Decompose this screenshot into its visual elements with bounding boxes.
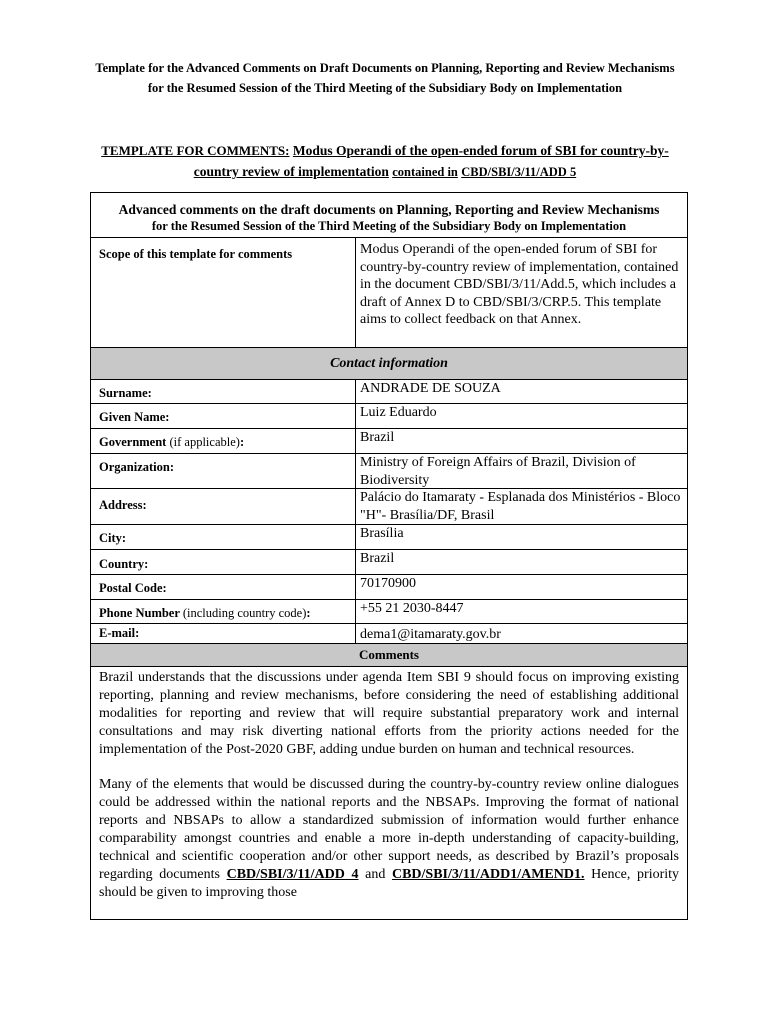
government-label	[99, 435, 244, 450]
comments-form-table	[90, 192, 688, 920]
address-row	[91, 489, 687, 525]
comments-heading: Comments	[91, 644, 687, 667]
scope-value: Modus Operandi of the open-ended forum of SBI for country-by-country review of implementation, contained in the document CBD/SBI/3/11/Add.5, which includes a draft of Annex D to CBD/SBI/3/CRP.5. This template aims to collect feedback on that Annex.	[355, 238, 683, 347]
organization-value: Ministry of Foreign Affairs of Brazil, Division of Biodiversity	[355, 454, 683, 488]
organization-label: Organization:	[99, 460, 174, 474]
template-for-comments-heading	[100, 140, 670, 183]
city-value: Brasília	[355, 525, 683, 549]
government-value: Brazil	[355, 429, 683, 453]
template-contained: contained in	[392, 165, 458, 179]
government-note: (if applicable)	[169, 435, 240, 449]
phone-note: (including country code)	[182, 606, 307, 620]
email-value: dema1@itamaraty.gov.br	[355, 624, 683, 643]
comment-paragraph-1: Brazil understands that the discussions under agenda Item SBI 9 should focus on improving existing reporting, planning and review mechanisms, before considering the need of establishing additional modalities for reporting and review that will require substantial preparatory work and internal consultations and may risk diverting national efforts from the priority actions needed for the implementation of the Post-2020 GBF, adding undue burden on human and technical resources.	[99, 670, 679, 757]
template-label: TEMPLATE FOR COMMENTS:	[101, 143, 290, 158]
comment-paragraph-2	[99, 776, 679, 902]
phone-colon: :	[306, 606, 311, 620]
city-label: City:	[99, 531, 127, 545]
given-name-label: Given Name:	[99, 410, 170, 424]
phone-value: +55 21 2030-8447	[355, 600, 683, 623]
scope-label: Scope of this template for comments	[99, 247, 293, 261]
given-name-row	[91, 404, 687, 429]
comment-and: and	[365, 867, 386, 882]
table-header-line2: for the Resumed Session of the Third Meeting of the Subsidiary Body on Implementation	[151, 219, 627, 233]
postal-code-value: 70170900	[355, 575, 683, 599]
document-title: Template for the Advanced Comments on Draft Documents on Planning, Reporting and Review Mechanisms for the Resumed Session of the Third Meeting of the Subsidiary Body on Implementation	[95, 61, 675, 95]
postal-code-row	[91, 575, 687, 600]
government-label-text: Government	[99, 435, 167, 449]
government-colon: :	[239, 435, 245, 449]
surname-value: ANDRADE DE SOUZA	[355, 380, 683, 403]
table-header	[91, 193, 687, 238]
government-row	[91, 429, 687, 454]
scope-row	[91, 238, 687, 348]
template-ref: CBD/SBI/3/11/ADD 5	[461, 165, 577, 179]
comment-ref-add4: CBD/SBI/3/11/ADD 4	[226, 867, 359, 882]
email-row	[91, 624, 687, 644]
address-value: Palácio do Itamaraty - Esplanada dos Ministérios - Bloco "H"- Brasília/DF, Brasil	[355, 489, 683, 524]
postal-code-label: Postal Code:	[99, 581, 167, 595]
organization-row	[91, 454, 687, 489]
country-label: Country:	[99, 557, 149, 571]
phone-row	[91, 600, 687, 624]
comment-paragraph-2-end: Hence, priority should be given to improving those	[99, 867, 680, 900]
contact-heading: Contact information	[91, 348, 687, 380]
phone-label	[99, 606, 311, 621]
table-header-line1: Advanced comments on the draft documents on Planning, Reporting and Review Mechanisms	[118, 202, 660, 217]
surname-row	[91, 380, 687, 404]
comment-paragraph-2-start: Many of the elements that would be discussed during the country-by-country review online dialogues could be addressed within the national reports and the NBSAPs. Improving the format of national reports and NBSAPs to allow a standardized submission of information would further enhance comparability amongst countries and enable a more in-depth understanding of capacity-building, technical and scientific cooperation and/or other support needs, as described by Brazil’s proposals regarding documents	[99, 777, 679, 882]
address-label: Address:	[99, 498, 147, 512]
country-value: Brazil	[355, 550, 683, 574]
comment-ref-add1-amend1: CBD/SBI/3/11/ADD1/AMEND1.	[391, 867, 585, 882]
template-subject: Modus Operandi of the open-ended forum of SBI for country-by-country review of implementation	[193, 143, 669, 179]
email-label: E-mail:	[99, 626, 140, 640]
phone-label-text: Phone Number	[99, 606, 180, 620]
surname-label: Surname:	[99, 386, 152, 400]
comments-body	[99, 669, 679, 919]
city-row	[91, 525, 687, 550]
given-name-value: Luiz Eduardo	[355, 404, 683, 428]
country-row	[91, 550, 687, 575]
